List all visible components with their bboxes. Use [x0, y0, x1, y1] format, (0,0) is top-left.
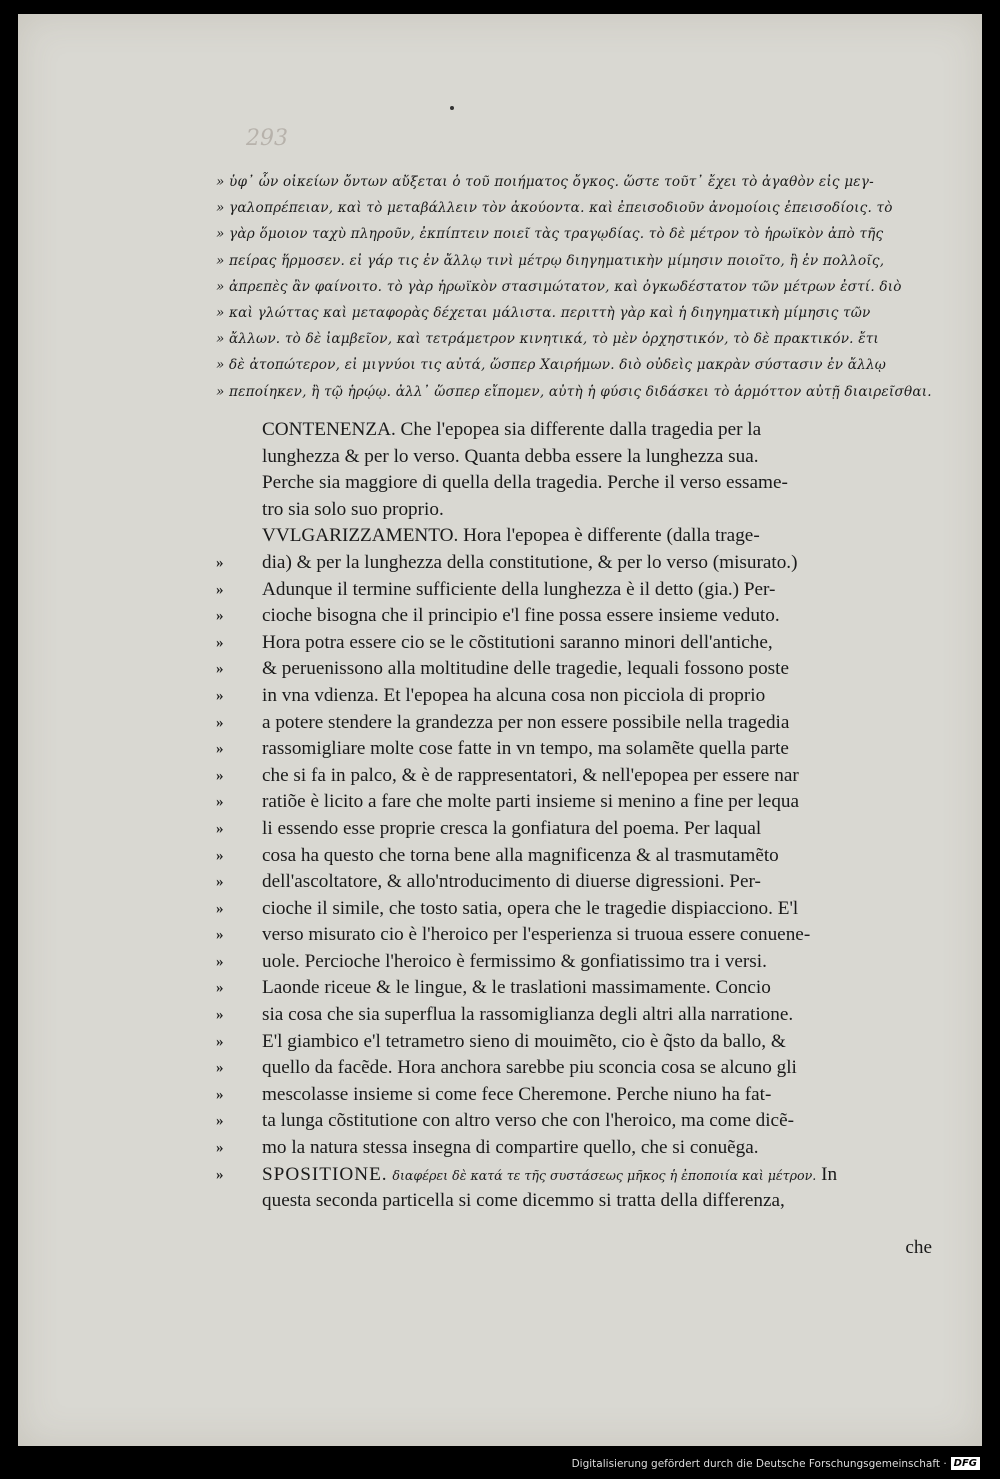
- line-text: sia cosa che sia superflua la rassomiglianza degli altri alla narratione.: [262, 1004, 794, 1026]
- quote-mark: »: [216, 714, 224, 731]
- greek-line: » γὰρ ὅμοιον ταχὺ πληροῦν, ἐκπίπτειν ποιεῖ τὰς τραγῳδίας. τὸ δὲ μέτρον τὸ ἡρωϊκὸν ἀπὸ τῆς: [216, 226, 884, 243]
- quote-mark: »: [216, 1007, 224, 1024]
- sposition-heading: SPOSITIONE.: [262, 1163, 388, 1185]
- greek-line: » καὶ γλώττας καὶ μεταφορὰς δέχεται μάλιστα. περιττὴ γὰρ καὶ ἡ διηγηματικὴ μίμησις τῶν: [216, 304, 871, 321]
- quote-mark: »: [216, 1140, 224, 1157]
- greek-line: » ἀπρεπὲς ἂν φαίνοιτο. τὸ γὰρ ἡρωϊκὸν στασιμώτατον, καὶ ὀγκωδέστατον τῶν μέτρων ἐστί. διὸ: [216, 278, 902, 295]
- line-text: E'l giambico e'l tetrametro sieno di mouimẽto, cio è q̃sto da ballo, &: [262, 1030, 786, 1052]
- quote-mark: »: [216, 661, 224, 678]
- text-line: [216, 630, 976, 657]
- text-line: [216, 1082, 976, 1109]
- quote-mark: »: [216, 1113, 224, 1130]
- sposition-line: [216, 1162, 976, 1189]
- quote-mark: »: [216, 767, 224, 784]
- quote-mark: »: [216, 554, 224, 571]
- text-line: [216, 577, 976, 604]
- quote-mark: »: [216, 794, 224, 811]
- text-line: [216, 843, 976, 870]
- line-text: ta lunga cõstitutione con altro verso che con l'heroico, ma come dicẽ-: [262, 1110, 794, 1132]
- text-line: [216, 444, 976, 471]
- line-text: dia) & per la lunghezza della constitutione, & per lo verso (misurato.): [262, 551, 798, 573]
- line-text: CONTENENZA. Che l'epopea sia differente dalla tragedia per la: [262, 419, 762, 440]
- digitization-footer: [572, 1457, 980, 1470]
- text-line: [216, 603, 976, 630]
- line-text: in vna vdienza. Et l'epopea ha alcuna cosa non picciola di proprio: [262, 684, 766, 706]
- greek-line: » γαλοπρέπειαν, καὶ τὸ μεταβάλλειν τὸν ἀκούοντα. καὶ ἐπεισοδιοῦν ἀνομοίοις ἐπεισοδίοις. τὸ: [216, 200, 893, 217]
- quote-mark: »: [216, 1033, 224, 1050]
- quote-mark: »: [216, 741, 224, 758]
- text-line: [216, 1002, 976, 1029]
- line-text: cioche il simile, che tosto satia, opera che le tragedie dispiacciono. E'l: [262, 897, 799, 919]
- footer-text: Digitalisierung gefördert durch die Deutsche Forschungsgemeinschaft ·: [571, 1457, 947, 1470]
- line-text: verso misurato cio è l'heroico per l'esperienza si truoua essere conuene-: [262, 924, 811, 946]
- text-line: [216, 550, 976, 577]
- quote-mark: »: [216, 820, 224, 837]
- line-text: & peruenissono alla moltitudine delle tragedie, lequali fossono poste: [262, 658, 790, 680]
- line-text: mescolasse insieme si come fece Cheremone. Perche niuno ha fat-: [262, 1083, 772, 1105]
- line-text: VVLGARIZZAMENTO. Hora l'epopea è differente (dalla trage-: [262, 525, 760, 547]
- line-text: cioche bisogna che il principio e'l fine possa essere insieme veduto.: [262, 605, 780, 627]
- ink-dot: [450, 106, 454, 110]
- text-line: [216, 816, 976, 843]
- greek-line: » δὲ ἀτοπώτερον, εἰ μιγνύοι τις αὐτά, ὥσπερ Χαιρήμων. διὸ οὐδεὶς μακρὰν σύστασιν ἐν ἄλλῳ: [216, 357, 887, 374]
- quote-mark: »: [216, 953, 224, 970]
- greek-line: » ἄλλων. τὸ δὲ ἰαμβεῖον, καὶ τετράμετρον κινητικά, τὸ μὲν ὀρχηστικόν, τὸ δὲ πρακτικόν. ἔτι: [216, 331, 879, 348]
- text-line: [216, 949, 976, 976]
- line-text: che si fa in palco, & è de rappresentatori, & nell'epopea per essere nar: [262, 764, 799, 786]
- quote-mark: »: [216, 927, 224, 944]
- line-text: mo la natura stessa insegna di compartire quello, che si conuẽga.: [262, 1137, 759, 1159]
- line-text: Perche sia maggiore di quella della tragedia. Perche il verso essame-: [262, 472, 788, 494]
- quote-mark: »: [216, 874, 224, 891]
- text-line: [216, 683, 976, 710]
- italian-text-block: [216, 417, 976, 1215]
- quote-mark: »: [216, 900, 224, 917]
- greek-quotation: διαφέρει δὲ κατά τε τῆς συστάσεως μῆκος ἡ ἐποποιία καὶ μέτρον.: [392, 1167, 817, 1183]
- line-text: lunghezza & per lo verso. Quanta debba essere la lunghezza sua.: [262, 445, 759, 467]
- quote-mark: »: [216, 687, 224, 704]
- line-text: Laonde riceue & le lingue, & le traslationi massimamente. Concio: [262, 977, 771, 999]
- line-text: quello da facẽde. Hora anchora sarebbe piu sconcia cosa se alcuno gli: [262, 1057, 797, 1079]
- greek-text-block: [216, 169, 976, 405]
- text-line: [216, 736, 976, 763]
- text-line: [216, 763, 976, 790]
- line-text: tro sia solo suo proprio.: [262, 498, 444, 520]
- text-line: [216, 789, 976, 816]
- text-line: [216, 1055, 976, 1082]
- quote-mark: »: [216, 980, 224, 997]
- text-line: [216, 470, 976, 497]
- page-number: 293: [246, 126, 288, 151]
- text-line: [216, 1188, 976, 1215]
- book-page: [18, 14, 982, 1446]
- text-line: [216, 656, 976, 683]
- line-text: uole. Percioche l'heroico è fermissimo & gonfiatissimo tra i versi.: [262, 950, 767, 972]
- line-text: Hora potra essere cio se le cõstitutioni saranno minori dell'antiche,: [262, 631, 773, 653]
- text-line: [216, 869, 976, 896]
- text-line: [216, 1029, 976, 1056]
- greek-line: » ὑφ᾽ ὧν οἰκείων ὄντων αὔξεται ὁ τοῦ ποιήματος ὄγκος. ὥστε τοῦτ᾽ ἔχει τὸ ἀγαθὸν εἰς μεγ-: [216, 174, 874, 190]
- text-line: [216, 1135, 976, 1162]
- greek-line: » πεποίηκεν, ἢ τῷ ἡρῴῳ. ἀλλ᾽ ὥσπερ εἴπομεν, αὐτὴ ἡ φύσις διδάσκει τὸ ἁρμόττον αὐτῇ διαιρεῖσθαι.: [216, 383, 932, 400]
- quote-mark: »: [216, 1060, 224, 1077]
- catchword: che: [905, 1237, 932, 1258]
- line-text: dell'ascoltatore, & allo'ntroducimento di diuerse digressioni. Per-: [262, 871, 761, 893]
- line-text: rassomigliare molte cose fatte in vn tempo, ma solamẽte quella parte: [262, 738, 789, 760]
- line-text: cosa ha questo che torna bene alla magnificenza & al trasmutamẽto: [262, 844, 779, 866]
- quote-mark: »: [216, 1086, 224, 1103]
- line-text: Adunque il termine sufficiente della lunghezza è il detto (gia.) Per-: [262, 578, 776, 600]
- text-line: [216, 523, 976, 550]
- quote-mark: »: [216, 581, 224, 598]
- text-line: [216, 896, 976, 923]
- line-text: a potere stendere la grandezza per non essere possibile nella tragedia: [262, 711, 790, 733]
- line-end-text: In: [821, 1163, 838, 1185]
- text-line: [216, 710, 976, 737]
- dfg-logo: DFG: [951, 1457, 980, 1470]
- quote-mark: »: [216, 1166, 224, 1183]
- line-text: ratiõe è licito a fare che molte parti insieme si menino a fine per lequa: [262, 791, 800, 813]
- quote-mark: »: [216, 847, 224, 864]
- text-line: [216, 1108, 976, 1135]
- quote-mark: »: [216, 634, 224, 651]
- greek-line: » πείρας ἥρμοσεν. εἰ γάρ τις ἐν ἄλλῳ τινὶ μέτρῳ διηγηματικὴν μίμησιν ποιοῖτο, ἢ ἐν πολλοῖς,: [216, 252, 885, 269]
- text-line: [216, 975, 976, 1002]
- quote-mark: »: [216, 608, 224, 625]
- line-text: [262, 1162, 837, 1189]
- text-line: [216, 497, 976, 524]
- text-line: [216, 922, 976, 949]
- line-text: questa seconda particella si come dicemmo si tratta della differenza,: [262, 1190, 785, 1212]
- line-text: li essendo esse proprie cresca la gonfiatura del poema. Per laqual: [262, 817, 762, 839]
- text-line: [216, 417, 976, 444]
